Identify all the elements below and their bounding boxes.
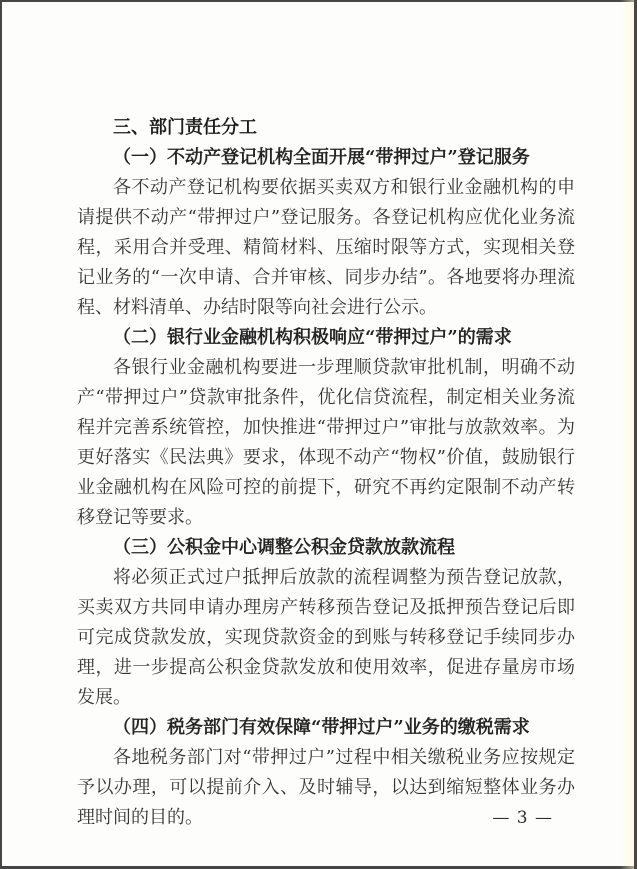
section-subheading: （三）公积金中心调整公积金贷款放款流程 <box>113 537 455 558</box>
section-subheading: （四）税务部门有效保障“带押过户”业务的缴税需求 <box>113 717 530 738</box>
scan-tint-strip <box>620 0 634 869</box>
body-paragraph: 各地税务部门对“带押过户”过程中相关缴税业务应按规定予以办理，可以提前介入、及时辅导，以达到缩短整体业务办理时间的目的。 <box>77 747 575 828</box>
document-body <box>77 143 575 833</box>
body-paragraph: 各银行业金融机构要进一步理顺贷款审批机制，明确不动产“带押过户”贷款审批条件，优化信贷流程，制定相关业务流程并完善系统管控，加快推进“带押过户”审批与放款效率。为更好落实《民法典》要求，体现不动产“物权”价值，鼓励银行业金融机构在风险可控的前提下，研究不再约定限制不动产转移登记等要求。 <box>77 357 575 528</box>
scan-edge-left <box>0 0 2 869</box>
section-subheading: （一）不动产登记机构全面开展“带押过户”登记服务 <box>113 147 530 168</box>
scan-edge-top <box>0 0 637 2</box>
document-body-area <box>77 113 575 833</box>
section-subheading: （二）银行业金融机构积极响应“带押过户”的需求 <box>113 327 512 348</box>
page-heading: 三、部门责任分工 <box>113 117 257 138</box>
body-paragraph: 将必须正式过户抵押后放款的流程调整为预告登记放款，买卖双方共同申请办理房产转移预告登记及抵押预告登记后即可完成贷款发放，实现贷款资金的到账与转移登记手续同步办理，进一步提高公积金贷款发放和使用效率，促进存量房市场发展。 <box>77 567 575 708</box>
body-paragraph: 各不动产登记机构要依据买卖双方和银行业金融机构的申请提供不动产“带押过户”登记服务。各登记机构应优化业务流程，采用合并受理、精简材料、压缩时限等方式，实现相关登记业务的“一次申请、合并审核、同步办结”。各地要将办理流程、材料清单、办结时限等向社会进行公示。 <box>77 177 575 318</box>
page-number: — 3 — <box>492 808 553 828</box>
